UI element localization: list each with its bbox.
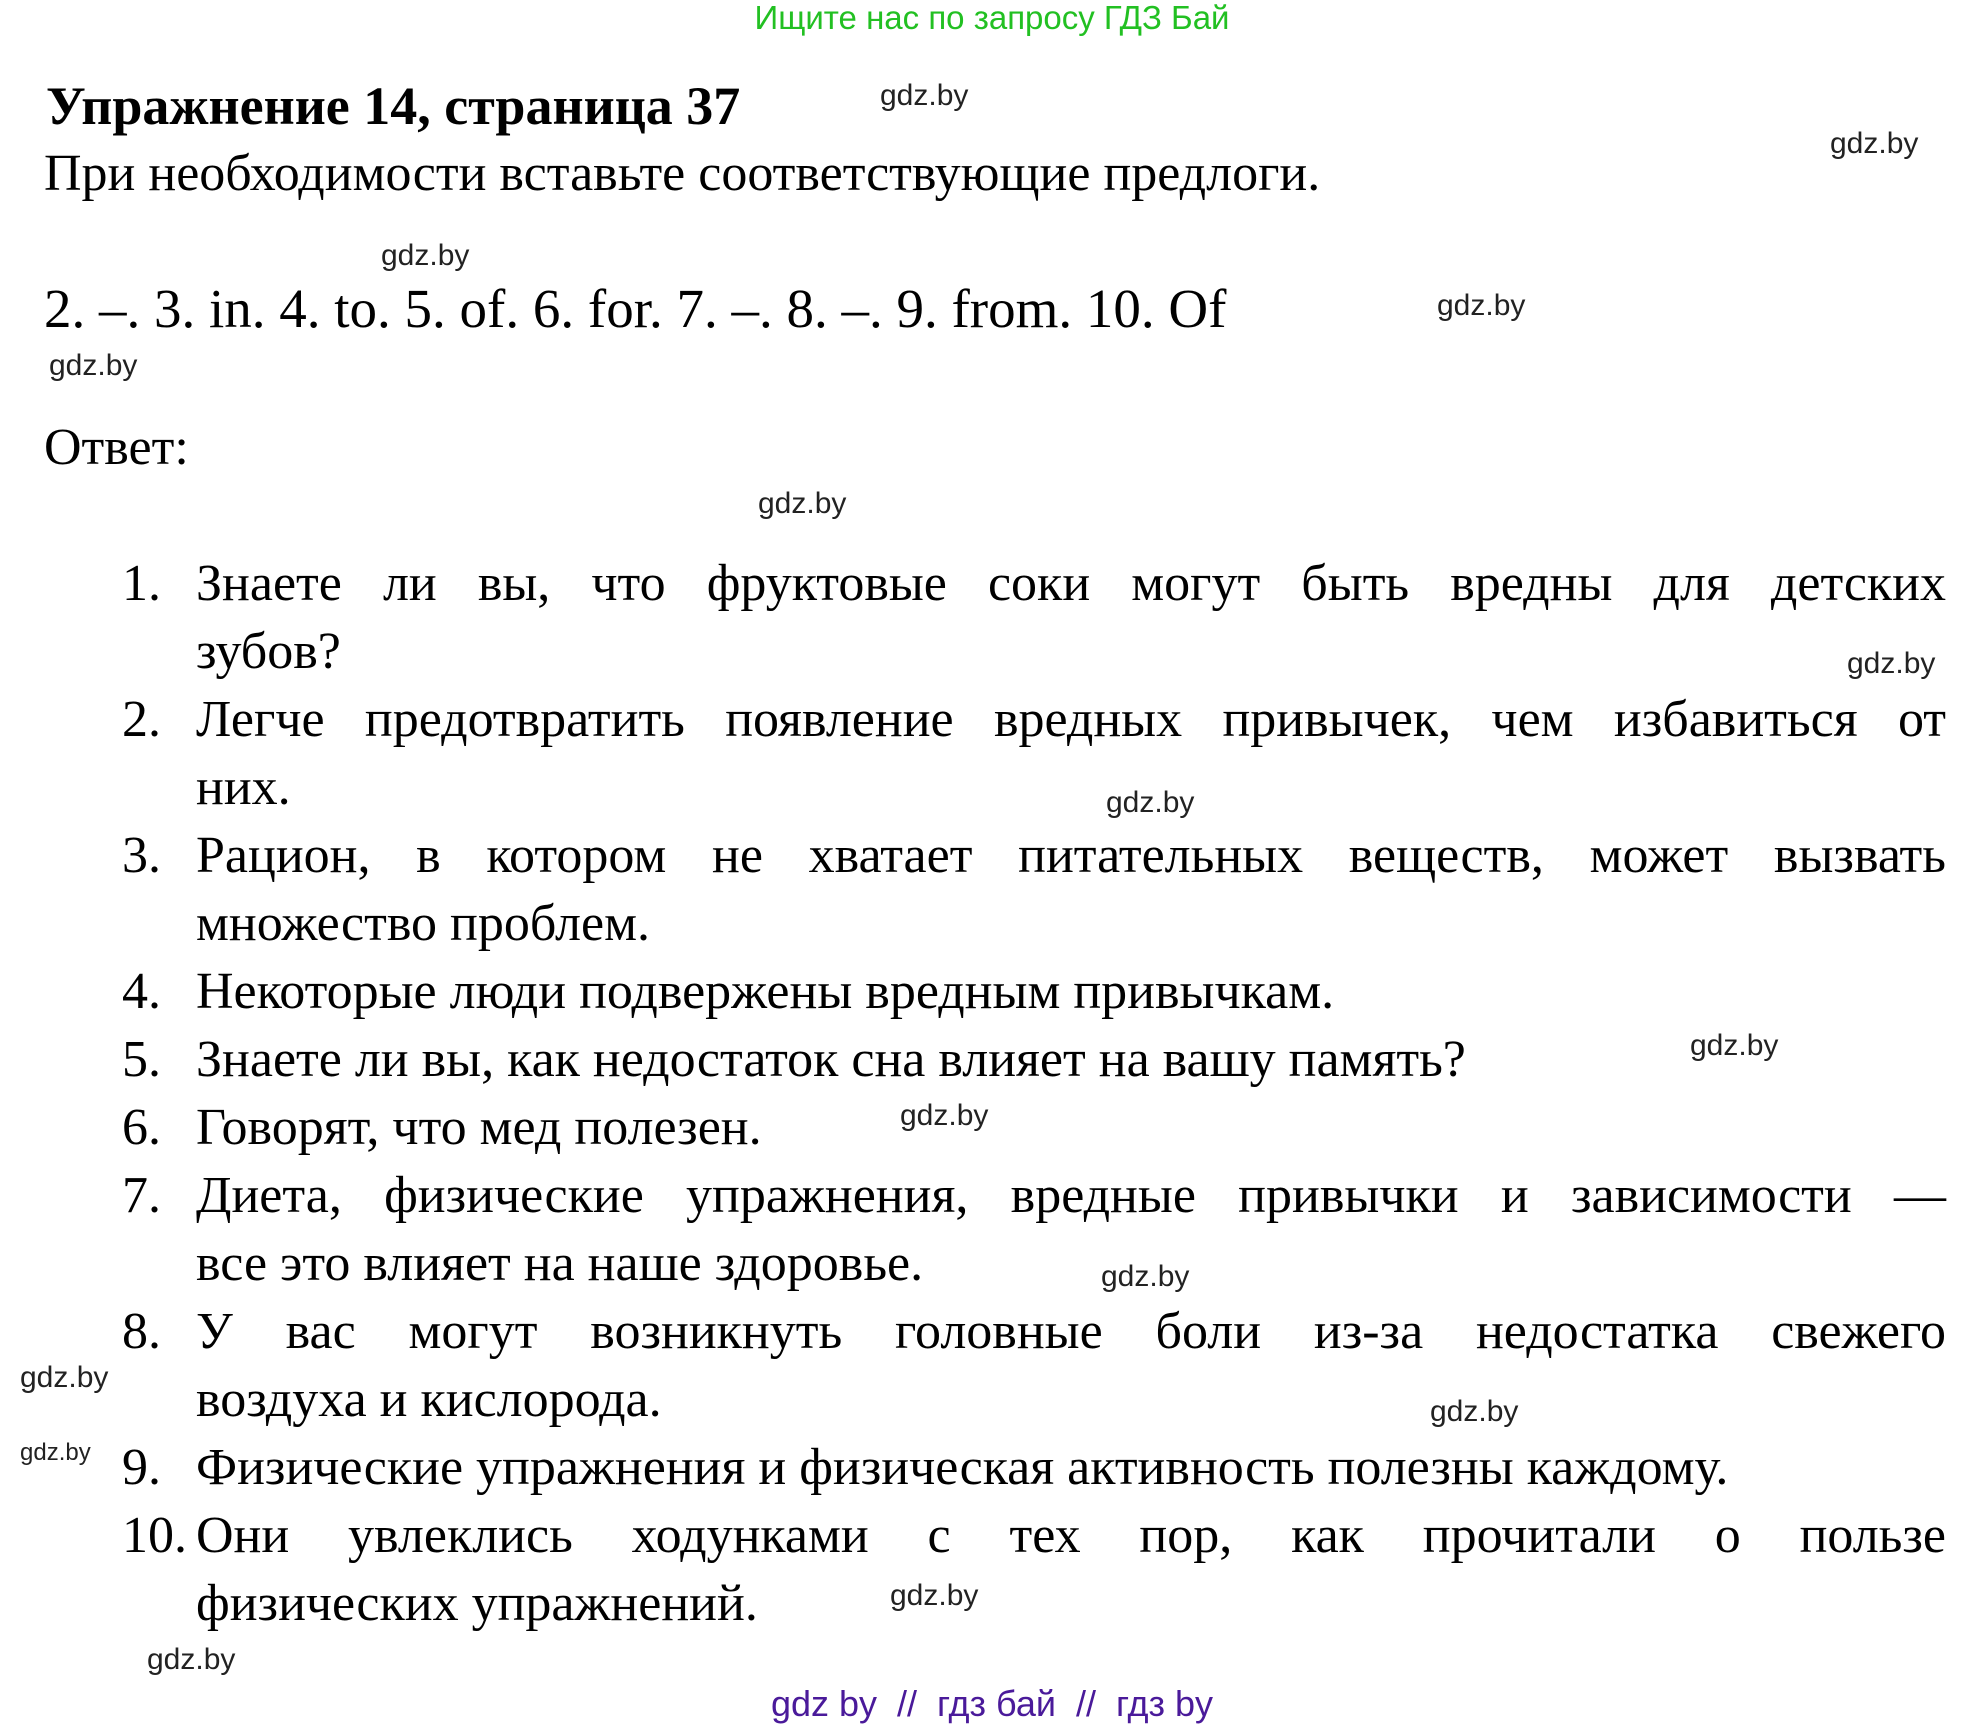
item-text-line: Знаете ли вы, что фруктовые соки могут быть вредны для детских (196, 555, 1946, 612)
item-text-line: все это влияет на наше здоровье. (196, 1235, 924, 1292)
watermark: gdz.by (890, 1579, 979, 1612)
list-item (122, 1434, 1946, 1502)
item-text-line: Некоторые люди подвержены вредным привычкам. (196, 963, 1335, 1020)
item-text-line: Они увлеклись ходунками с тех пор, как прочитали о пользе (196, 1507, 1946, 1564)
item-text-line: У вас могут возникнуть головные боли из-за недостатка свежего (196, 1303, 1946, 1360)
search-banner[interactable]: Ищите нас по запросу ГДЗ Бай (754, 0, 1230, 36)
answer-list (122, 550, 1946, 1638)
watermark: gdz.by (1430, 1395, 1519, 1428)
watermark: gdz.by (1847, 647, 1936, 680)
watermark: gdz.by (1101, 1260, 1190, 1293)
item-number: 8. (122, 1303, 161, 1360)
list-item (122, 1502, 1946, 1638)
list-item (122, 1298, 1946, 1434)
watermark: gdz.by (1830, 127, 1919, 160)
item-text-line: множество проблем. (196, 895, 650, 952)
item-text-line: зубов? (196, 623, 341, 680)
item-number: 6. (122, 1099, 161, 1156)
item-text-line: Физические упражнения и физическая активность полезны каждому. (196, 1439, 1729, 1496)
item-text-line: Диета, физические упражнения, вредные привычки и зависимости — (196, 1167, 1946, 1224)
list-item (122, 1094, 1946, 1162)
item-text-line: Знаете ли вы, как недостаток сна влияет на вашу память? (196, 1031, 1466, 1088)
answer-label: Ответ: (44, 419, 189, 476)
watermark: gdz.by (20, 1361, 109, 1394)
page-title: Упражнение 14, страница 37 (46, 76, 741, 136)
item-text-line: воздуха и кислорода. (196, 1371, 662, 1428)
list-item (122, 550, 1946, 686)
item-number: 4. (122, 963, 161, 1020)
watermark: gdz.by (20, 1439, 91, 1466)
item-number: 9. (122, 1439, 161, 1496)
item-number: 10. (122, 1507, 187, 1564)
exercise-instruction: При необходимости вставьте соответствующие предлоги. (44, 145, 1321, 202)
footer-links[interactable]: gdz by // гдз бай // гдз by (770, 1683, 1214, 1724)
list-item (122, 1026, 1946, 1094)
item-number: 7. (122, 1167, 161, 1224)
watermark: gdz.by (1106, 786, 1195, 819)
item-number: 2. (122, 691, 161, 748)
item-text-line: Легче предотвратить появление вредных привычек, чем избавиться от (196, 691, 1946, 748)
list-item (122, 822, 1946, 958)
watermark: gdz.by (880, 79, 969, 112)
watermark: gdz.by (49, 349, 138, 382)
watermark: gdz.by (1437, 289, 1526, 322)
item-text-line: Говорят, что мед полезен. (196, 1099, 762, 1156)
item-number: 3. (122, 827, 161, 884)
list-item (122, 958, 1946, 1026)
watermark: gdz.by (381, 239, 470, 272)
item-text-line: них. (196, 759, 291, 816)
list-item (122, 686, 1946, 822)
watermark: gdz.by (147, 1643, 236, 1676)
list-item (122, 1162, 1946, 1298)
watermark: gdz.by (900, 1099, 989, 1132)
item-text-line: Рацион, в котором не хватает питательных веществ, может вызвать (196, 827, 1946, 884)
watermark: gdz.by (758, 487, 847, 520)
item-text-line: физических упражнений. (196, 1575, 758, 1632)
answer-key: 2. –. 3. in. 4. to. 5. of. 6. for. 7. –. 8. –. 9. from. 10. Of (44, 278, 1227, 339)
item-number: 1. (122, 555, 161, 612)
watermark: gdz.by (1690, 1029, 1779, 1062)
item-number: 5. (122, 1031, 161, 1088)
